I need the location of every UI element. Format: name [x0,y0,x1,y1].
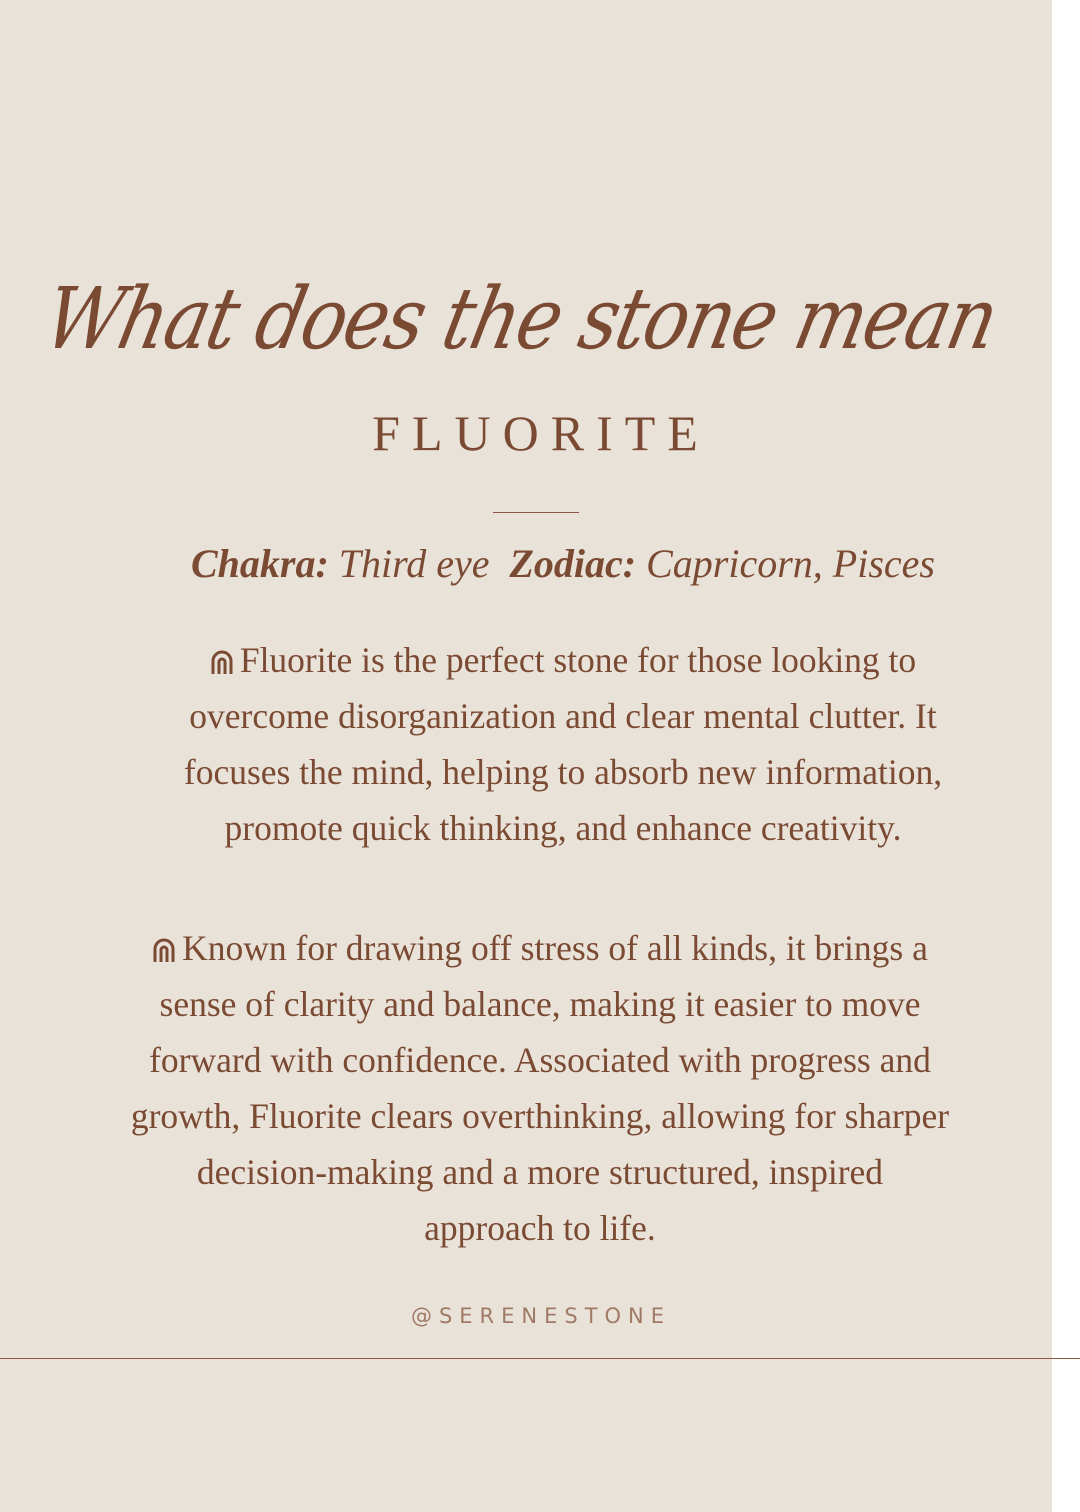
arch-icon [152,922,176,948]
title-divider [493,512,579,513]
zodiac-value: Capricorn, Pisces [646,541,935,586]
chakra-label: Chakra: [190,541,329,586]
paragraph-1-text: Fluorite is the perfect stone for those looking to overcome disorganization and clear mental clutter. It focuses the mind, helping to absorb new information, promote quick thinking, and enhance creativity. [183,640,943,848]
paragraph-2-text: Known for drawing off stress of all kinds, it brings a sense of clarity and balance, making it easier to move forward with confidence. Associated with progress and growth, Fluorite clears overthinking, allowing for sharper decision-making and a more structured, inspired approach to life. [130,928,950,1248]
social-handle: @SERENESTONE [410,1304,672,1328]
stone-name: FLUORITE [372,405,710,461]
paragraph-2 [130,920,950,1256]
stone-meta [0,540,1080,587]
script-title: What does the stone mean [35,270,1006,369]
zodiac-label: Zodiac: [509,541,637,586]
arch-icon [210,634,234,660]
chakra-value: Third eye [338,541,490,586]
bottom-rule [0,1358,1080,1359]
paragraph-1 [140,632,986,856]
